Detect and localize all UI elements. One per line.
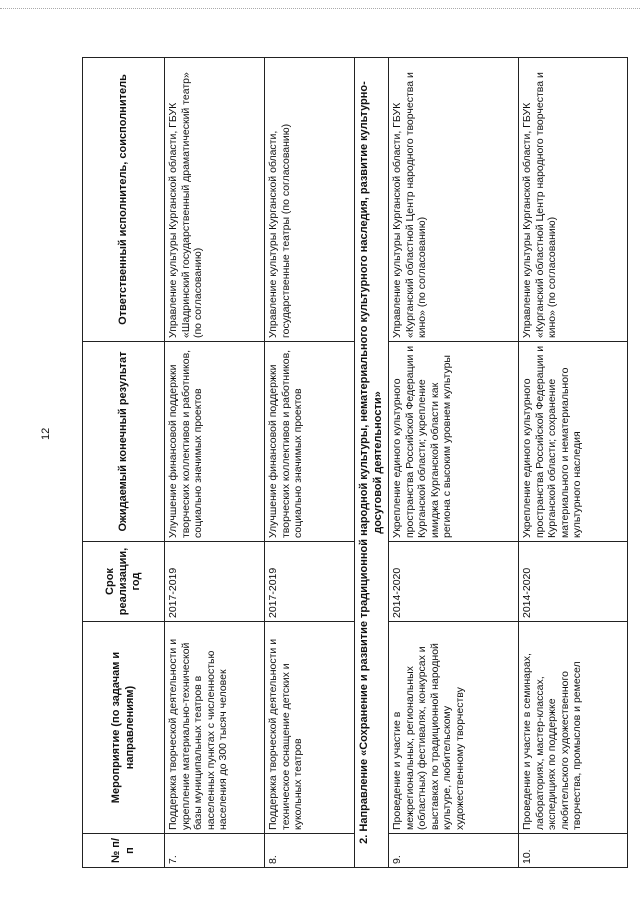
row-executor: Управление культуры Курганской области, ГБУК «Курганский областной Центр народного творчества и кино» (по согласованию) (519, 58, 628, 342)
table-row (265, 58, 355, 868)
row-result: Улучшение финансовой поддержки творческих коллективов и работников, социально значимых проектов (265, 342, 355, 542)
section-row (355, 58, 389, 868)
row-result: Улучшение финансовой поддержки творческих коллективов и работников, социально значимых проектов (165, 342, 265, 542)
row-executor: Управление культуры Курганской области, ГБУК «Курганский областной Центр народного творчества и кино» (по согласованию) (389, 58, 519, 342)
row-num: 10. (519, 834, 628, 868)
row-executor: Управление культуры Курганской области, государственные театры (по согласованию) (265, 58, 355, 342)
header-activity: Мероприятие (по задачам и направлениям) (83, 622, 165, 834)
header-executor: Ответственный исполнитель, соисполнитель (83, 58, 165, 342)
row-term: 2017-2019 (265, 542, 355, 622)
row-result: Укрепление единого культурного пространства Российской Федерации и Курганской области; укрепление имиджа Курганской области как региона с высоким уровнем культуры (389, 342, 519, 542)
header-row (83, 58, 165, 868)
row-num: 9. (389, 834, 519, 868)
row-term: 2014-2020 (519, 542, 628, 622)
rotated-table-container (82, 58, 627, 868)
table-row (165, 58, 265, 868)
row-activity: Проведение и участие в семинарах, лабораториях, мастер-классах, экспедициях по поддержке любительского художественного творчества, промыслов и ремесел (519, 622, 628, 834)
row-term: 2017-2019 (165, 542, 265, 622)
activities-table (82, 57, 628, 868)
table-row (389, 58, 519, 868)
section-heading: 2. Направление «Сохранение и развитие традиционной народной культуры, нематериального культурного наследия, развитие культурно-досуговой деятельности» (355, 58, 389, 868)
row-activity: Поддержка творческой деятельности и укрепление материально-технической базы муниципальных театров в населенных пунктах с численностью населения до 300 тысяч человек (165, 622, 265, 834)
row-activity: Поддержка творческой деятельности и техническое оснащение детских и кукольных театров (265, 622, 355, 834)
header-num: № п/п (83, 834, 165, 868)
page-number: 12 (40, 427, 52, 440)
header-term: Срок реализации, год (83, 542, 165, 622)
header-result: Ожидаемый конечный результат (83, 342, 165, 542)
row-result: Укрепление единого культурного пространства Российской Федерации и Курганской области; сохранение материального и нематериального культурного наследия (519, 342, 628, 542)
row-executor: Управление культуры Курганской области, ГБУК «Шадринский государственный драматический театр» (по согласованию) (165, 58, 265, 342)
row-term: 2014-2020 (389, 542, 519, 622)
table-row (519, 58, 628, 868)
scan-edge-line (0, 8, 640, 9)
row-activity: Проведение и участие в межрегиональных, региональных (областных) фестивалях, конкурсах и выставках по традиционной народной культуре, любительскому художественному творчеству (389, 622, 519, 834)
row-num: 7. (165, 834, 265, 868)
row-num: 8. (265, 834, 355, 868)
